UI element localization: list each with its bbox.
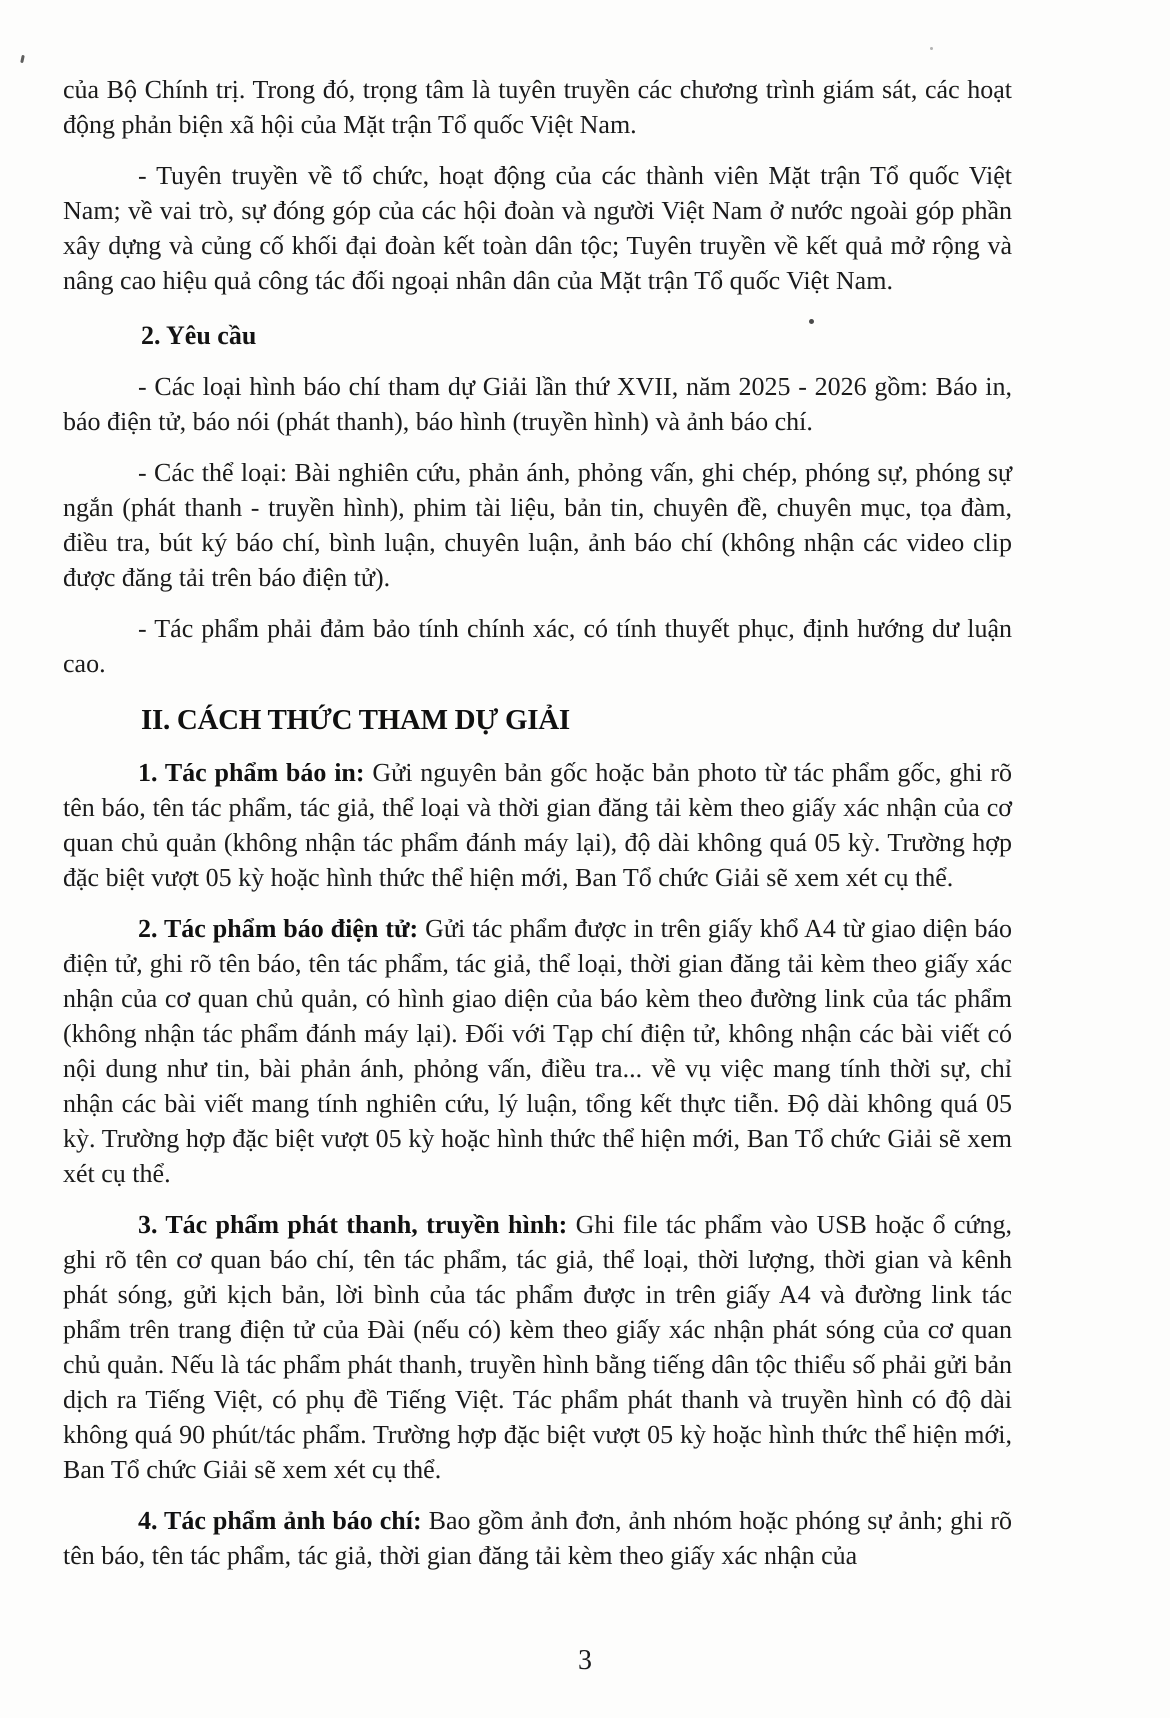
paragraph-lead-broadcast-works: 3. Tác phẩm phát thanh, truyền hình: <box>138 1210 568 1239</box>
body-paragraph-print-works <box>63 755 1012 895</box>
body-paragraph-propaganda-members: - Tuyên truyền về tổ chức, hoạt động của các thành viên Mặt trận Tổ quốc Việt Nam; về vai trò, sự đóng góp của các hội đoàn và người Việt Nam ở nước ngoài góp phần xây dựng và củng cố khối đại đoàn kết toàn dân tộc; Tuyên truyền về kết quả mở rộng và nâng cao hiệu quả công tác đối ngoại nhân dân của Mặt trận Tổ quốc Việt Nam. <box>63 161 1012 295</box>
body-paragraph-press-types: - Các loại hình báo chí tham dự Giải lần thứ XVII, năm 2025 - 2026 gồm: Báo in, báo điện tử, báo nói (phát thanh), báo hình (truyền hình) và ảnh báo chí. <box>63 372 1012 436</box>
paragraph-lead-print-works: 1. Tác phẩm báo in: <box>138 758 365 787</box>
scan-artifact-tick <box>20 55 25 63</box>
body-paragraph-continuation: của Bộ Chính trị. Trong đó, trọng tâm là tuyên truyền các chương trình giám sát, các hoạt động phản biện xã hội của Mặt trận Tổ quốc Việt Nam. <box>63 75 1012 139</box>
scan-artifact-dot <box>930 47 933 50</box>
body-paragraph-photo-works <box>63 1503 1012 1573</box>
body-paragraph-genres: - Các thể loại: Bài nghiên cứu, phản ánh, phỏng vấn, ghi chép, phóng sự, phóng sự ngắn (phát thanh - truyền hình), phim tài liệu, bản tin, chuyên đề, chuyên mục, tọa đàm, điều tra, bút ký báo chí, bình luận, chuyên luận, ảnh báo chí (không nhận các video clip được đăng tải trên báo điện tử). <box>63 458 1012 592</box>
paragraph-body-broadcast-works: Ghi file tác phẩm vào USB hoặc ổ cứng, ghi rõ tên cơ quan báo chí, tên tác phẩm, tác giả, thể loại, thời lượng, thời gian và kênh phát sóng, gửi kịch bản, lời bình của tác phẩm được in trên giấy A4 và đường link tác phẩm trên trang điện tử của Đài (nếu có) kèm theo giấy xác nhận phát sóng của cơ quan chủ quản. Nếu là tác phẩm phát thanh, truyền hình bằng tiếng dân tộc thiểu số phải gửi bản dịch ra Tiếng Việt, có phụ đề Tiếng Việt. Tác phẩm phát thanh và truyền hình có độ dài không quá 90 phút/tác phẩm. Trường hợp đặc biệt vượt 05 kỳ hoặc hình thức thể hiện mới, Ban Tổ chức Giải sẽ xem xét cụ thể. <box>63 1210 1012 1484</box>
body-paragraph-accuracy: - Tác phẩm phải đảm bảo tính chính xác, có tính thuyết phục, định hướng dư luận cao. <box>63 614 1012 678</box>
paragraph-lead-photo-works: 4. Tác phẩm ảnh báo chí: <box>138 1506 422 1535</box>
page-number: 3 <box>578 1645 592 1676</box>
paragraph-body-print-works: Gửi nguyên bản gốc hoặc bản photo từ tác phẩm gốc, ghi rõ tên báo, tên tác phẩm, tác giả, thể loại và thời gian đăng tải kèm theo giấy xác nhận của cơ quan chủ quản (không nhận tác phẩm đánh máy lại), độ dài không quá 05 kỳ. Trường hợp đặc biệt vượt 05 kỳ hoặc hình thức thể hiện mới, Ban Tổ chức Giải sẽ xem xét cụ thể. <box>63 758 1012 892</box>
body-paragraph-broadcast-works <box>63 1207 1012 1487</box>
scan-artifact-dot <box>809 319 814 324</box>
paragraph-lead-online-works: 2. Tác phẩm báo điện tử: <box>138 914 419 943</box>
paragraph-body-photo-works: Bao gồm ảnh đơn, ảnh nhóm hoặc phóng sự ảnh; ghi rõ tên báo, tên tác phẩm, tác giả, thời gian đăng tải kèm theo giấy xác nhận của <box>63 1506 1012 1570</box>
section-heading-requirements: 2. Yêu cầu <box>141 321 257 350</box>
paragraph-body-online-works: Gửi tác phẩm được in trên giấy khổ A4 từ giao diện báo điện tử, ghi rõ tên báo, tên tác phẩm, tác giả, thể loại, thời gian đăng tải kèm theo giấy xác nhận của cơ quan chủ quản, có hình giao diện của báo kèm theo đường link của tác phẩm (không nhận tác phẩm đánh máy lại). Đối với Tạp chí điện tử, không nhận các bài viết có nội dung như tin, bài phản ánh, phỏng vấn, điều tra... về vụ việc mang tính thời sự, chỉ nhận các bài viết mang tính nghiên cứu, lý luận, tổng kết thực tiễn. Độ dài không quá 05 kỳ. Trường hợp đặc biệt vượt 05 kỳ hoặc hình thức thể hiện mới, Ban Tổ chức Giải sẽ xem xét cụ thể. <box>63 914 1012 1188</box>
section-heading-participation-method: II. CÁCH THỨC THAM DỰ GIẢI <box>141 704 570 736</box>
body-paragraph-online-works <box>63 911 1012 1191</box>
